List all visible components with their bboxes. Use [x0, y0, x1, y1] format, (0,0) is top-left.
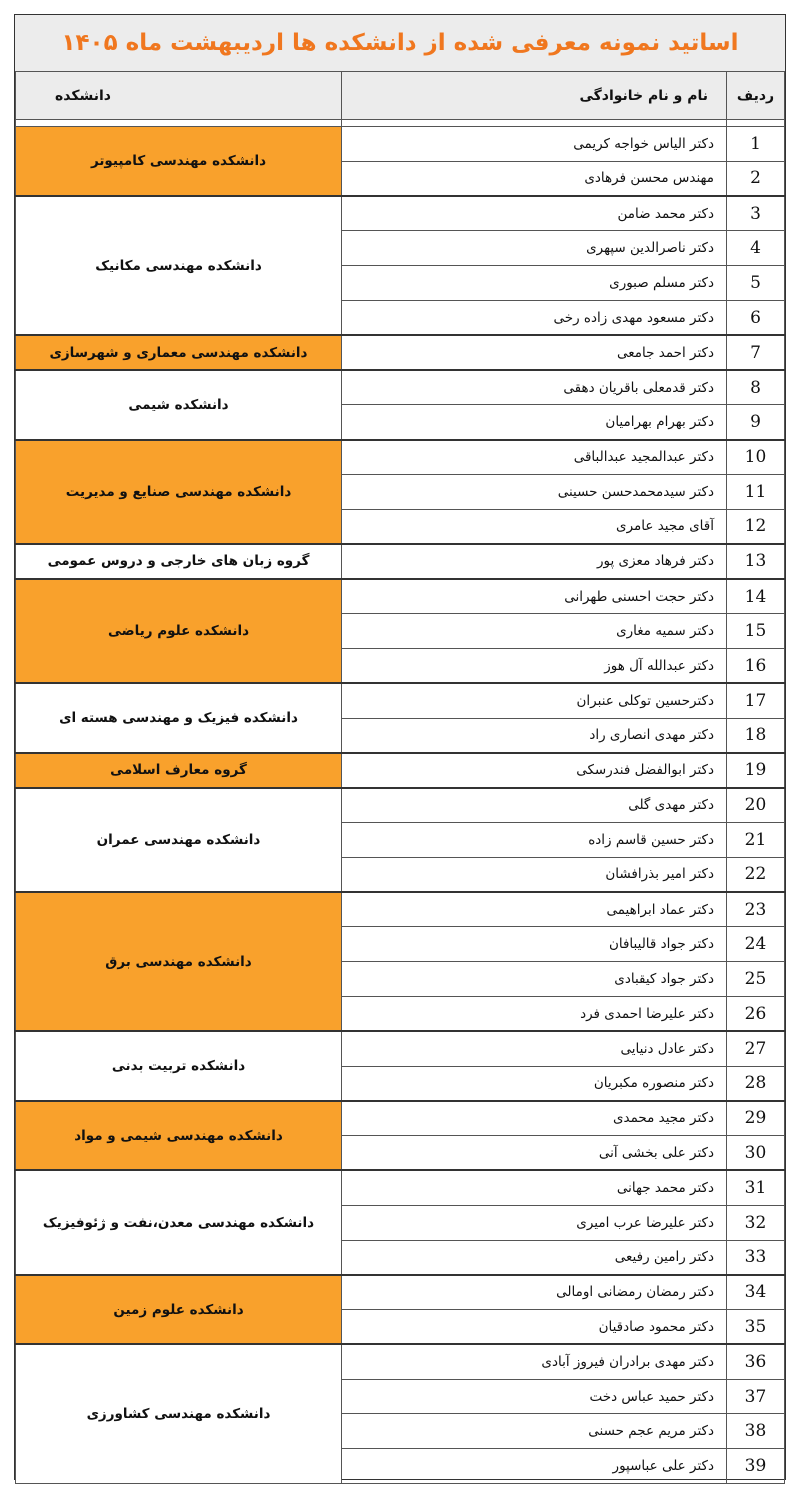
row-index: 21 [727, 822, 785, 857]
row-index: 39 [727, 1449, 785, 1484]
row-index: 18 [727, 718, 785, 753]
professor-name: دکتر مهدی انصاری راد [342, 718, 727, 753]
professor-name: دکتر ابوالفضل فندرسکی [342, 753, 727, 788]
row-index: 8 [727, 370, 785, 405]
row-index: 26 [727, 996, 785, 1031]
row-index: 14 [727, 579, 785, 614]
professor-name: آقای مجید عامری [342, 509, 727, 544]
faculty-cell: گروه زبان های خارجی و دروس عمومی [16, 544, 342, 579]
professor-name: دکتر محمد ضامن [342, 196, 727, 231]
header-faculty: دانشکده [16, 72, 342, 120]
faculty-cell: دانشکده مهندسی صنایع و مدیریت [16, 440, 342, 544]
row-index: 17 [727, 683, 785, 718]
professor-name: دکتر مسلم صبوری [342, 266, 727, 301]
row-index: 19 [727, 753, 785, 788]
table-row [16, 1170, 785, 1205]
table-row [16, 196, 785, 231]
faculty-cell: دانشکده مهندسی کشاورزی [16, 1344, 342, 1483]
faculty-table-frame [14, 14, 786, 1480]
table-row [16, 544, 785, 579]
faculty-cell: گروه معارف اسلامی [16, 753, 342, 788]
row-index: 30 [727, 1136, 785, 1171]
row-index: 31 [727, 1170, 785, 1205]
professor-name: دکتر جواد قالیبافان [342, 927, 727, 962]
professor-name: دکتر علیرضا عرب امیری [342, 1205, 727, 1240]
professor-name: دکتر عبدالمجید عبدالباقی [342, 440, 727, 475]
table-row [16, 1275, 785, 1310]
table-row [16, 683, 785, 718]
table-header-row [16, 72, 785, 120]
faculty-cell: دانشکده مهندسی کامپیوتر [16, 127, 342, 197]
table-row [16, 579, 785, 614]
row-index: 33 [727, 1240, 785, 1275]
professor-name: دکتر احمد جامعی [342, 335, 727, 370]
row-index: 35 [727, 1310, 785, 1345]
faculty-cell: دانشکده فیزیک و مهندسی هسته ای [16, 683, 342, 753]
row-index: 15 [727, 614, 785, 649]
professor-name: دکتر جواد کیقبادی [342, 962, 727, 997]
faculty-cell: دانشکده تربیت بدنی [16, 1031, 342, 1101]
professor-name: دکتر محمود صادقیان [342, 1310, 727, 1345]
faculty-cell: دانشکده علوم ریاضی [16, 579, 342, 683]
faculty-cell: دانشکده مهندسی برق [16, 892, 342, 1031]
faculty-cell: دانشکده مهندسی عمران [16, 788, 342, 892]
professor-name: دکتر محمد جهانی [342, 1170, 727, 1205]
professor-name: دکتر مریم عجم حسنی [342, 1414, 727, 1449]
row-index: 23 [727, 892, 785, 927]
professor-name: دکتر منصوره مکبریان [342, 1066, 727, 1101]
row-index: 12 [727, 509, 785, 544]
header-spacer [16, 120, 785, 127]
table-row [16, 753, 785, 788]
row-index: 16 [727, 648, 785, 683]
table-row [16, 370, 785, 405]
table-row [16, 335, 785, 370]
professor-name: دکتر رمضان رمضانی اومالی [342, 1275, 727, 1310]
row-index: 1 [727, 127, 785, 162]
page-title: اساتید نمونه معرفی شده از دانشکده ها اردیبهشت ماه ۱۴۰۵ [15, 15, 785, 72]
professor-name: دکتر حمید عباس دخت [342, 1379, 727, 1414]
table-row [16, 127, 785, 162]
row-index: 27 [727, 1031, 785, 1066]
row-index: 20 [727, 788, 785, 823]
professor-name: دکتر مجید محمدی [342, 1101, 727, 1136]
professor-name: دکتر علیرضا احمدی فرد [342, 996, 727, 1031]
row-index: 6 [727, 300, 785, 335]
table-row [16, 892, 785, 927]
row-index: 5 [727, 266, 785, 301]
row-index: 34 [727, 1275, 785, 1310]
row-index: 2 [727, 161, 785, 196]
row-index: 28 [727, 1066, 785, 1101]
professor-name: دکتر حسین قاسم زاده [342, 822, 727, 857]
row-index: 10 [727, 440, 785, 475]
header-index: ردیف [727, 72, 785, 120]
professor-name: دکتر قدمعلی باقریان دهقی [342, 370, 727, 405]
header-name: نام و نام خانوادگی [342, 72, 727, 120]
professor-name: دکتر رامین رفیعی [342, 1240, 727, 1275]
row-index: 13 [727, 544, 785, 579]
professor-name: دکتر الیاس خواجه کریمی [342, 127, 727, 162]
professor-name: دکتر مهدی گلی [342, 788, 727, 823]
table-row [16, 1031, 785, 1066]
professor-name: دکتر علی عباسپور [342, 1449, 727, 1484]
row-index: 25 [727, 962, 785, 997]
faculty-cell: دانشکده شیمی [16, 370, 342, 440]
professor-name: دکتر عبدالله آل هوز [342, 648, 727, 683]
faculty-cell: دانشکده مهندسی مکانیک [16, 196, 342, 335]
table-row [16, 1344, 785, 1379]
professor-name: دکتر علی بخشی آنی [342, 1136, 727, 1171]
row-index: 32 [727, 1205, 785, 1240]
professor-name: دکتر فرهاد معزی پور [342, 544, 727, 579]
row-index: 38 [727, 1414, 785, 1449]
row-index: 24 [727, 927, 785, 962]
professor-name: دکتر ناصرالدین سپهری [342, 231, 727, 266]
row-index: 4 [727, 231, 785, 266]
professor-name: دکتر بهرام بهرامیان [342, 405, 727, 440]
row-index: 7 [727, 335, 785, 370]
row-index: 36 [727, 1344, 785, 1379]
professor-name: دکتر مهدی برادران فیروز آبادی [342, 1344, 727, 1379]
table-body [16, 120, 785, 1484]
table-row [16, 440, 785, 475]
faculty-cell: دانشکده مهندسی معدن،نفت و ژئوفیزیک [16, 1170, 342, 1274]
professor-name: دکتر عادل دنیایی [342, 1031, 727, 1066]
professor-name: دکتر حجت احسنی طهرانی [342, 579, 727, 614]
row-index: 22 [727, 857, 785, 892]
professor-name: دکتر امیر بذرافشان [342, 857, 727, 892]
professor-name: دکترحسین توکلی عنبران [342, 683, 727, 718]
professor-name: دکتر سمیه مغاری [342, 614, 727, 649]
faculty-cell: دانشکده مهندسی شیمی و مواد [16, 1101, 342, 1171]
table-row [16, 788, 785, 823]
row-index: 9 [727, 405, 785, 440]
row-index: 37 [727, 1379, 785, 1414]
professor-name: مهندس محسن فرهادی [342, 161, 727, 196]
professor-name: دکتر عماد ابراهیمی [342, 892, 727, 927]
table-row [16, 1101, 785, 1136]
row-index: 3 [727, 196, 785, 231]
professor-name: دکتر سیدمحمدحسن حسینی [342, 474, 727, 509]
faculty-cell: دانشکده مهندسی معماری و شهرسازی [16, 335, 342, 370]
professor-name: دکتر مسعود مهدی زاده رخی [342, 300, 727, 335]
row-index: 29 [727, 1101, 785, 1136]
row-index: 11 [727, 474, 785, 509]
professors-table [15, 71, 785, 1484]
faculty-cell: دانشکده علوم زمین [16, 1275, 342, 1345]
